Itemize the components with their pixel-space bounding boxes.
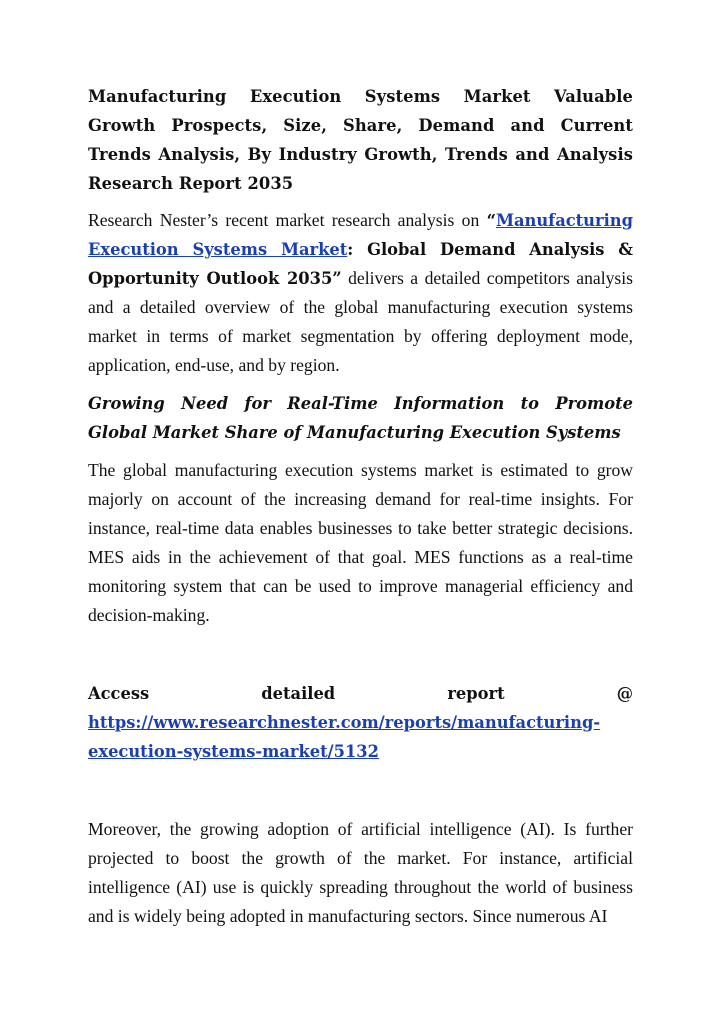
- section-subheading: Growing Need for Real-Time Information to Promote Global Market Share of Manufacturing Execution Systems: [88, 394, 633, 442]
- intro-suffix: delivers a detailed competitors analysis and a detailed overview of the global manufacturing execution systems market in terms of market segmentation by offering deployment mode, application, end-use, and by region.: [88, 268, 633, 375]
- body-paragraph-3: Moreover, the growing adoption of artificial intelligence (AI). Is further projected to boost the growth of the market. For instance, artificial intelligence (AI) use is quickly spreading throughout the world of business and is widely being adopted in manufacturing sectors. Since numerous AI: [88, 819, 633, 926]
- access-label-row: [88, 679, 633, 708]
- access-word: Access: [88, 684, 150, 703]
- at-sign: @: [616, 684, 633, 703]
- intro-prefix: Research Nester’s recent market research analysis on: [88, 210, 487, 230]
- access-report-block: [88, 679, 633, 766]
- market-report-link[interactable]: Manufacturing Execution Systems Market: [88, 211, 633, 259]
- intro-open-quote: “: [486, 211, 496, 230]
- intro-report-name: : Global Demand Analysis & Opportunity Outlook 2035”: [88, 240, 633, 288]
- document-title: Manufacturing Execution Systems Market Valuable Growth Prospects, Size, Share, Demand and Current Trends Analysis, By Industry Growth, Trends and Analysis Research Report 2035: [88, 87, 633, 193]
- report-url-link-line2[interactable]: execution-systems-market/5132: [88, 742, 379, 761]
- detailed-word: detailed: [261, 684, 336, 703]
- report-url-link-line1[interactable]: https://www.researchnester.com/reports/manufacturing-: [88, 713, 601, 732]
- body-paragraph-2: The global manufacturing execution systems market is estimated to grow majorly on account of the increasing demand for real-time insights. For instance, real-time data enables businesses to take better strategic decisions. MES aids in the achievement of that goal. MES functions as a real-time monitoring system that can be used to improve managerial efficiency and decision-making.: [88, 460, 633, 625]
- report-word: report: [447, 684, 505, 703]
- intro-paragraph: [88, 206, 633, 380]
- document-page: [88, 82, 633, 931]
